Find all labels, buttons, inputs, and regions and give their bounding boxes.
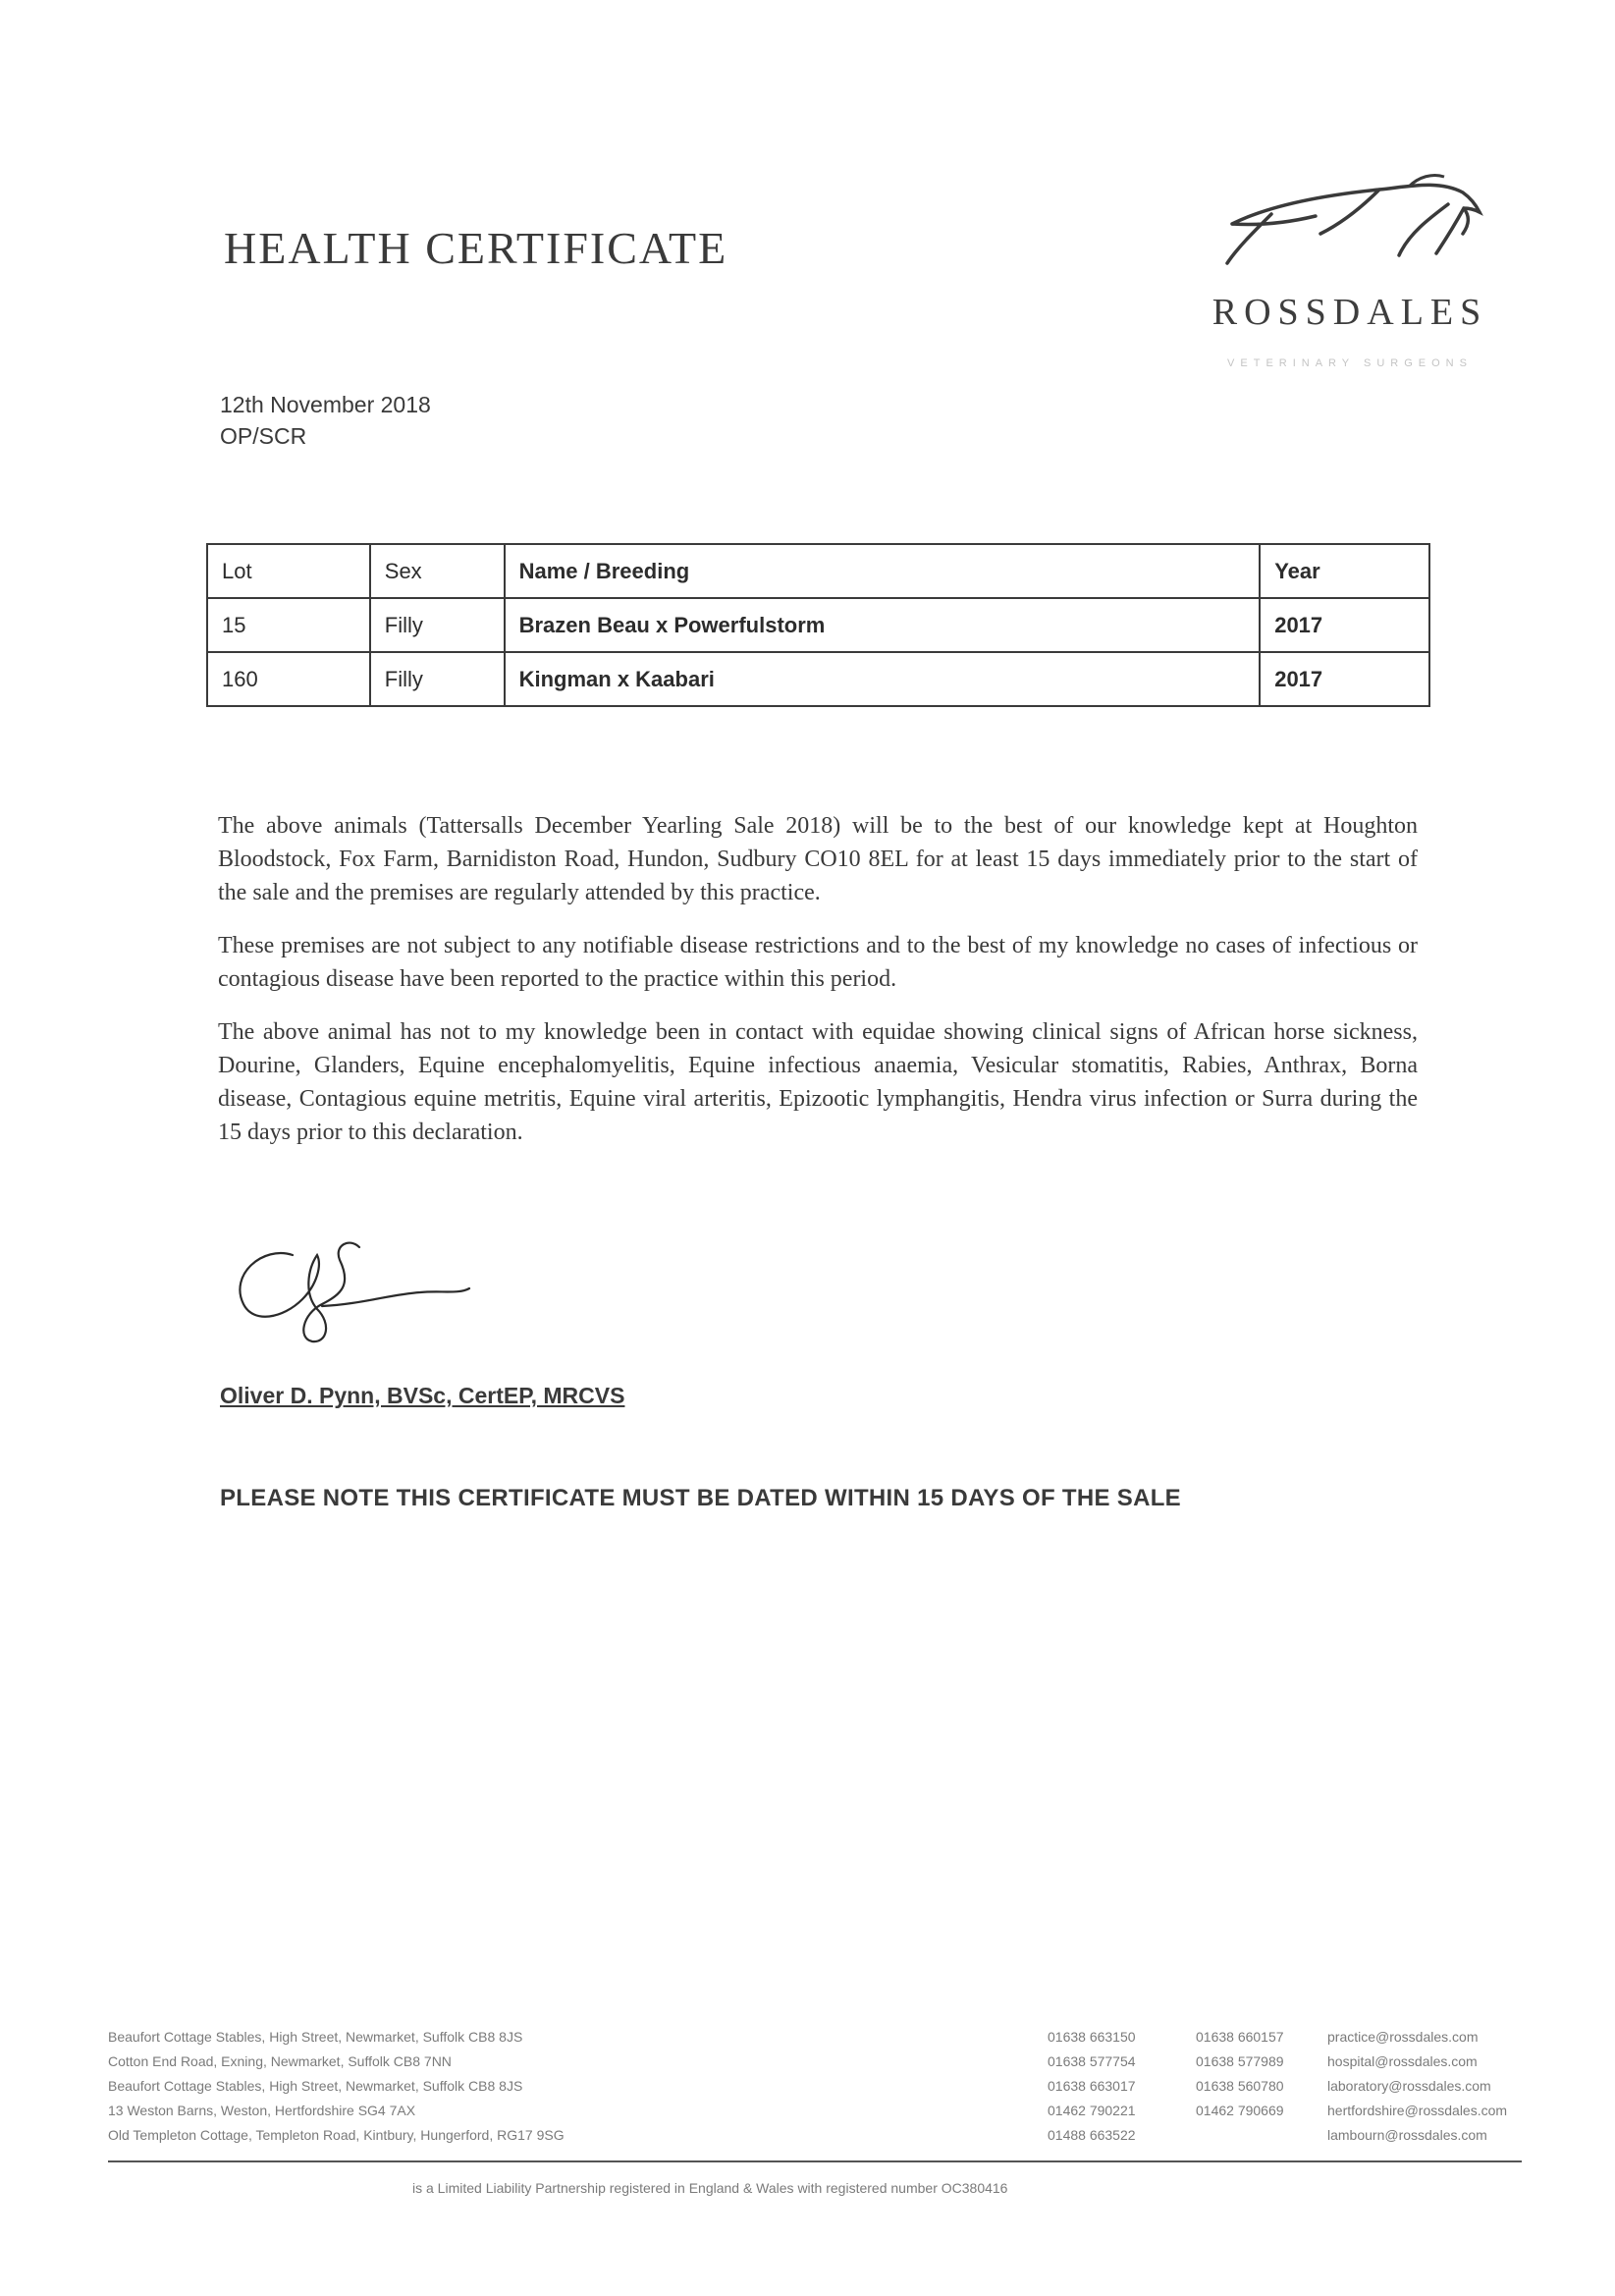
footer-row bbox=[108, 2103, 1532, 2127]
galloping-horse-logo-icon bbox=[1212, 165, 1487, 283]
column-header-sex: Sex bbox=[370, 544, 505, 598]
body-paragraph: The above animal has not to my knowledge been in contact with equidae showing clinical signs of African horse sickness, Dourine, Glanders, Equine encephalomyelitis, Equine infectious anaemia, Vesicular stomatitis, Rabies, Anthrax, Borna disease, Contagious equine metritis, Equine viral arteritis, Epizootic lymphangitis, Hendra virus infection or Surra during the 15 days prior to this declaration. bbox=[218, 1019, 1418, 1145]
footer-divider bbox=[108, 2160, 1522, 2162]
footer-row bbox=[108, 2053, 1532, 2078]
document-meta bbox=[220, 389, 431, 452]
column-header-name: Name / Breeding bbox=[505, 544, 1261, 598]
dating-notice: PLEASE NOTE THIS CERTIFICATE MUST BE DATED WITHIN 15 DAYS OF THE SALE bbox=[220, 1485, 1181, 1511]
footer-telephone: 01488 663522 bbox=[1048, 2127, 1136, 2143]
logo-tagline: VETERINARY SURGEONS bbox=[1227, 357, 1473, 369]
logo-name: ROSSDALES bbox=[1211, 292, 1488, 333]
footer-address: Cotton End Road, Exning, Newmarket, Suffolk CB8 7NN bbox=[108, 2053, 452, 2069]
table-header-row bbox=[207, 544, 1429, 598]
year-cell: 2017 bbox=[1260, 598, 1429, 652]
rossdales-logo bbox=[1203, 165, 1497, 391]
footer-contacts bbox=[108, 2029, 1532, 2152]
table-row bbox=[207, 598, 1429, 652]
footer-email: practice@rossdales.com bbox=[1327, 2029, 1479, 2045]
footer-telephone: 01638 663017 bbox=[1048, 2078, 1136, 2094]
name-cell: Kingman x Kaabari bbox=[505, 652, 1261, 706]
footer-address: Old Templeton Cottage, Templeton Road, Kintbury, Hungerford, RG17 9SG bbox=[108, 2127, 565, 2143]
footer-address: Beaufort Cottage Stables, High Street, Newmarket, Suffolk CB8 8JS bbox=[108, 2029, 523, 2045]
footer-telephone: 01462 790221 bbox=[1048, 2103, 1136, 2118]
sex-cell: Filly bbox=[370, 652, 505, 706]
lot-cell: 160 bbox=[207, 652, 370, 706]
footer-email: hertfordshire@rossdales.com bbox=[1327, 2103, 1508, 2118]
footer-telephone: 01638 663150 bbox=[1048, 2029, 1136, 2045]
lots-table bbox=[206, 543, 1430, 707]
footer-fax: 01462 790669 bbox=[1196, 2103, 1284, 2118]
footer-fax: 01638 577989 bbox=[1196, 2053, 1284, 2069]
footer-fax: 01638 660157 bbox=[1196, 2029, 1284, 2045]
document-date: 12th November 2018 bbox=[220, 392, 431, 417]
signature-image bbox=[224, 1226, 479, 1353]
footer-address: Beaufort Cottage Stables, High Street, Newmarket, Suffolk CB8 8JS bbox=[108, 2078, 523, 2094]
legal-notice: is a Limited Liability Partnership registered in England & Wales with registered number OC380416 bbox=[412, 2180, 1008, 2196]
column-header-lot: Lot bbox=[207, 544, 370, 598]
footer-address: 13 Weston Barns, Weston, Hertfordshire SG4 7AX bbox=[108, 2103, 416, 2118]
footer-telephone: 01638 577754 bbox=[1048, 2053, 1136, 2069]
page-title: HEALTH CERTIFICATE bbox=[224, 223, 728, 273]
year-cell: 2017 bbox=[1260, 652, 1429, 706]
sex-cell: Filly bbox=[370, 598, 505, 652]
footer-row bbox=[108, 2078, 1532, 2103]
column-header-year: Year bbox=[1260, 544, 1429, 598]
footer-email: hospital@rossdales.com bbox=[1327, 2053, 1478, 2069]
signatory-name: Oliver D. Pynn, BVSc, CertEP, MRCVS bbox=[220, 1383, 625, 1408]
document-reference: OP/SCR bbox=[220, 423, 307, 449]
footer-fax: 01638 560780 bbox=[1196, 2078, 1284, 2094]
footer-row bbox=[108, 2127, 1532, 2152]
footer-row bbox=[108, 2029, 1532, 2053]
body-paragraph: These premises are not subject to any notifiable disease restrictions and to the best of my knowledge no cases of infectious or contagious disease have been reported to the practice within this period. bbox=[218, 933, 1418, 992]
certificate-body bbox=[218, 809, 1418, 1169]
table-row bbox=[207, 652, 1429, 706]
lot-cell: 15 bbox=[207, 598, 370, 652]
body-paragraph: The above animals (Tattersalls December Yearling Sale 2018) will be to the best of our knowledge kept at Houghton Bloodstock, Fox Farm, Barnidiston Road, Hundon, Sudbury CO10 8EL for at least 15 days immediately prior to the start of the sale and the premises are regularly attended by this practice. bbox=[218, 813, 1418, 905]
footer-email: laboratory@rossdales.com bbox=[1327, 2078, 1491, 2094]
name-cell: Brazen Beau x Powerfulstorm bbox=[505, 598, 1261, 652]
footer-email: lambourn@rossdales.com bbox=[1327, 2127, 1487, 2143]
